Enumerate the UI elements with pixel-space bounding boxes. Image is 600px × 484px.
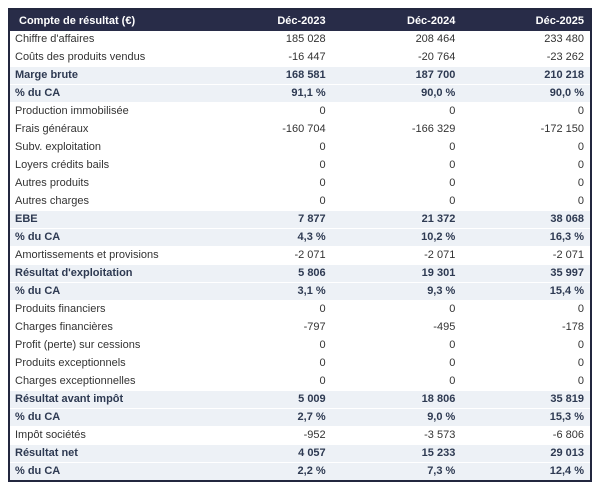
row-value: 0 [332, 355, 462, 373]
row-label: Loyers crédits bails [9, 157, 202, 175]
row-value: 0 [202, 175, 332, 193]
row-label: Profit (perte) sur cessions [9, 337, 202, 355]
table-row [9, 121, 591, 139]
row-value: 29 013 [461, 445, 591, 463]
row-label: % du CA [9, 85, 202, 103]
row-value: 19 301 [332, 265, 462, 283]
row-value: 233 480 [461, 31, 591, 49]
row-value: -2 071 [332, 247, 462, 265]
row-value: 4,3 % [202, 229, 332, 247]
row-label: % du CA [9, 283, 202, 301]
table-row [9, 67, 591, 85]
row-value: 90,0 % [332, 85, 462, 103]
table-row [9, 463, 591, 482]
row-value: -178 [461, 319, 591, 337]
row-label: Résultat avant impôt [9, 391, 202, 409]
row-value: 0 [332, 373, 462, 391]
column-header-dec-2025: Déc-2025 [461, 9, 591, 31]
row-value: -20 764 [332, 49, 462, 67]
row-label: Charges financières [9, 319, 202, 337]
row-value: 0 [202, 139, 332, 157]
row-value: 0 [202, 157, 332, 175]
row-label: Marge brute [9, 67, 202, 85]
table-row [9, 175, 591, 193]
table-row [9, 301, 591, 319]
row-value: 0 [461, 373, 591, 391]
table-header-row [9, 9, 591, 31]
row-value: 35 997 [461, 265, 591, 283]
table-row [9, 85, 591, 103]
row-label: Résultat d'exploitation [9, 265, 202, 283]
row-value: -172 150 [461, 121, 591, 139]
table-row [9, 103, 591, 121]
row-label: Autres charges [9, 193, 202, 211]
row-value: 7,3 % [332, 463, 462, 482]
row-value: 91,1 % [202, 85, 332, 103]
table-row [9, 445, 591, 463]
row-value: -6 806 [461, 427, 591, 445]
row-label: Amortissements et provisions [9, 247, 202, 265]
row-value: 0 [202, 103, 332, 121]
column-header-dec-2023: Déc-2023 [202, 9, 332, 31]
row-value: -160 704 [202, 121, 332, 139]
row-value: 18 806 [332, 391, 462, 409]
row-value: -2 071 [202, 247, 332, 265]
row-label: Produits financiers [9, 301, 202, 319]
row-value: 0 [461, 337, 591, 355]
table-row [9, 211, 591, 229]
row-value: 16,3 % [461, 229, 591, 247]
row-value: -952 [202, 427, 332, 445]
row-value: 21 372 [332, 211, 462, 229]
row-value: 7 877 [202, 211, 332, 229]
row-value: 187 700 [332, 67, 462, 85]
table-row [9, 391, 591, 409]
table-row [9, 319, 591, 337]
row-label: Chiffre d'affaires [9, 31, 202, 49]
row-value: 0 [461, 193, 591, 211]
row-value: 0 [461, 355, 591, 373]
row-value: -2 071 [461, 247, 591, 265]
row-value: 9,3 % [332, 283, 462, 301]
row-value: 0 [332, 157, 462, 175]
table-row [9, 355, 591, 373]
table-row [9, 409, 591, 427]
row-value: 0 [461, 139, 591, 157]
row-value: 0 [202, 193, 332, 211]
row-label: Frais généraux [9, 121, 202, 139]
row-value: 4 057 [202, 445, 332, 463]
row-label: Produits exceptionnels [9, 355, 202, 373]
row-label: Autres produits [9, 175, 202, 193]
table-row [9, 337, 591, 355]
row-value: -16 447 [202, 49, 332, 67]
row-label: % du CA [9, 463, 202, 482]
row-value: 0 [202, 355, 332, 373]
row-value: 3,1 % [202, 283, 332, 301]
row-value: -495 [332, 319, 462, 337]
row-value: 0 [461, 103, 591, 121]
row-label: % du CA [9, 229, 202, 247]
row-label: Résultat net [9, 445, 202, 463]
table-row [9, 229, 591, 247]
row-value: 35 819 [461, 391, 591, 409]
table-row [9, 283, 591, 301]
row-value: 168 581 [202, 67, 332, 85]
row-value: -166 329 [332, 121, 462, 139]
row-value: -3 573 [332, 427, 462, 445]
row-value: 210 218 [461, 67, 591, 85]
table-row [9, 247, 591, 265]
row-value: 2,2 % [202, 463, 332, 482]
row-value: 0 [461, 157, 591, 175]
table-body [9, 31, 591, 481]
income-statement-table [8, 8, 592, 482]
row-value: 0 [202, 373, 332, 391]
row-value: 10,2 % [332, 229, 462, 247]
row-value: 5 806 [202, 265, 332, 283]
table-row [9, 373, 591, 391]
row-value: 185 028 [202, 31, 332, 49]
row-label: Charges exceptionnelles [9, 373, 202, 391]
table-row [9, 157, 591, 175]
row-value: 208 464 [332, 31, 462, 49]
row-value: -797 [202, 319, 332, 337]
row-value: 15,3 % [461, 409, 591, 427]
row-value: 9,0 % [332, 409, 462, 427]
row-value: 2,7 % [202, 409, 332, 427]
row-value: 0 [332, 301, 462, 319]
table-title: Compte de résultat (€) [9, 9, 202, 31]
row-label: EBE [9, 211, 202, 229]
row-value: 0 [461, 175, 591, 193]
row-value: 5 009 [202, 391, 332, 409]
table-row [9, 427, 591, 445]
row-value: 0 [332, 103, 462, 121]
column-header-dec-2024: Déc-2024 [332, 9, 462, 31]
row-value: 0 [202, 301, 332, 319]
row-label: Subv. exploitation [9, 139, 202, 157]
row-value: 0 [202, 337, 332, 355]
table-row [9, 265, 591, 283]
table-row [9, 49, 591, 67]
row-value: -23 262 [461, 49, 591, 67]
row-value: 90,0 % [461, 85, 591, 103]
table-row [9, 193, 591, 211]
row-value: 12,4 % [461, 463, 591, 482]
row-value: 15 233 [332, 445, 462, 463]
table-row [9, 139, 591, 157]
row-label: Coûts des produits vendus [9, 49, 202, 67]
row-label: Production immobilisée [9, 103, 202, 121]
row-value: 38 068 [461, 211, 591, 229]
row-label: % du CA [9, 409, 202, 427]
row-value: 0 [332, 337, 462, 355]
row-value: 15,4 % [461, 283, 591, 301]
row-value: 0 [332, 139, 462, 157]
row-value: 0 [461, 301, 591, 319]
table-row [9, 31, 591, 49]
row-label: Impôt sociétés [9, 427, 202, 445]
row-value: 0 [332, 193, 462, 211]
row-value: 0 [332, 175, 462, 193]
